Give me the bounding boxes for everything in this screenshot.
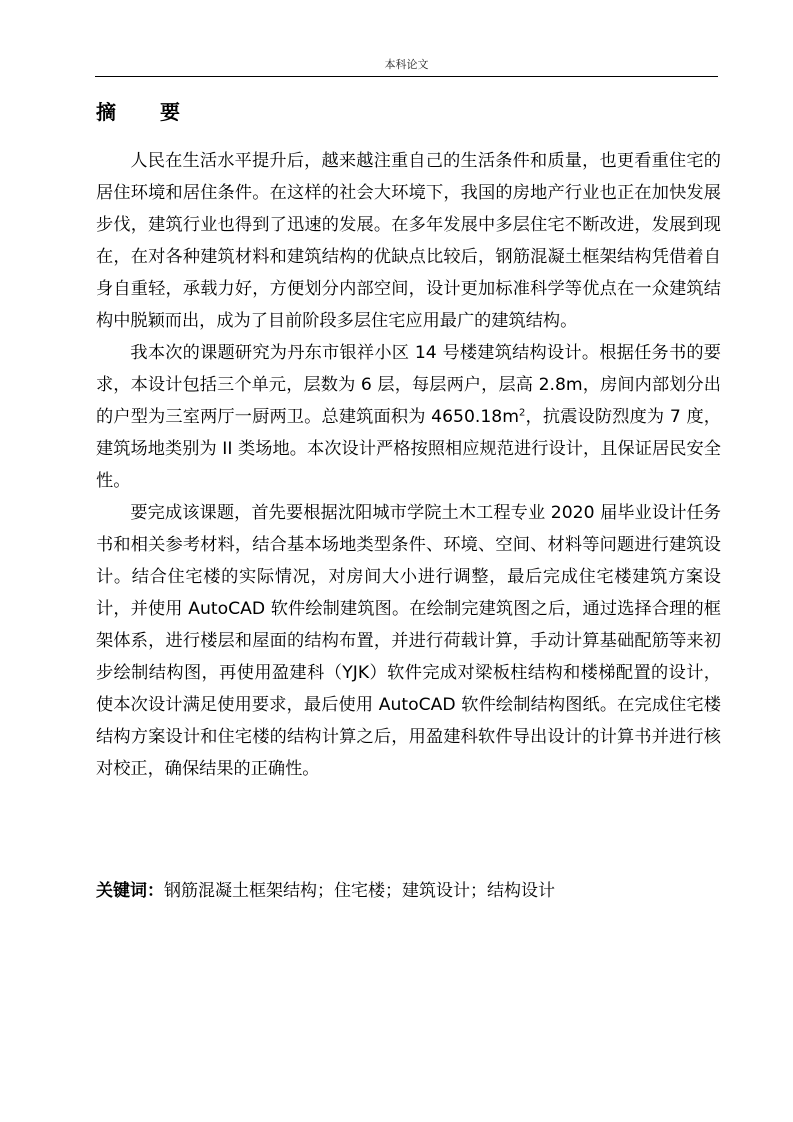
abstract-heading-char-1: 摘 <box>96 100 116 124</box>
area-unit-superscript: 2 <box>518 407 526 419</box>
header-rule <box>95 76 718 77</box>
abstract-heading-char-2: 要 <box>160 100 180 124</box>
abstract-paragraph-1: 人民在生活水平提升后，越来越注重自己的生活条件和质量，也更看重住宅的居住环境和居住条件。在这样的社会大环境下，我国的房地产行业也正在加快发展步伐，建筑行业也得到了迅速的发展。在多年发展中多层住宅不断改进，发展到现在，在对各种建筑材料和建筑结构的优缺点比较后，钢筋混凝土框架结构凭借着自身自重轻，承载力好，方便划分内部空间，设计更加标准科学等优点在一众建筑结构中脱颖而出，成为了目前阶段多层住宅应用最广的建筑结构。 <box>96 151 721 331</box>
abstract-paragraph-3: 要完成该课题，首先要根据沈阳城市学院土木工程专业 2020 届毕业设计任务书和相关参考材料，结合基本场地类型条件、环境、空间、材料等问题进行建筑设计。结合住宅楼的实际情况，对房间大小进行调整，最后完成住宅楼建筑方案设计，并使用 AutoCAD 软件绘制建筑图。在绘制完建筑图之后，通过选择合理的框架体系，进行楼层和屋面的结构布置，并进行荷载计算，手动计算基础配筋等来初步绘制结构图，再使用盈建科（YJK）软件完成对梁板柱结构和楼梯配置的设计，使本次设计满足使用要求，最后使用 AutoCAD 软件绘制结构图纸。在完成住宅楼结构方案设计和住宅楼的结构计算之后，用盈建科软件导出设计的计算书并进行核对校正，确保结果的正确性。 <box>96 503 721 779</box>
abstract-paragraph-2 <box>96 337 721 497</box>
keywords-line <box>96 877 721 905</box>
keywords-label: 关键词： <box>96 881 164 901</box>
abstract-paragraph-2-part-b: ，抗震设防烈度为 7 度，建筑场地类别为 II 类场地。本次设计严格按照相应规范进行设计，且保证居民安全性。 <box>96 407 721 491</box>
abstract-paragraph-2-part-a: 我本次的课题研究为丹东市银祥小区 14 号楼建筑结构设计。根据任务书的要求，本设计包括三个单元，层数为 6 层，每层两户，层高 2.8m，房间内部划分出的户型为三室两厅一厨两卫。总建筑面积为 4650.18m <box>96 343 721 427</box>
abstract-body <box>96 145 721 785</box>
keywords-text: 钢筋混凝土框架结构；住宅楼；建筑设计；结构设计 <box>164 881 555 901</box>
running-header: 本科论文 <box>384 58 429 71</box>
abstract-heading <box>96 96 180 125</box>
